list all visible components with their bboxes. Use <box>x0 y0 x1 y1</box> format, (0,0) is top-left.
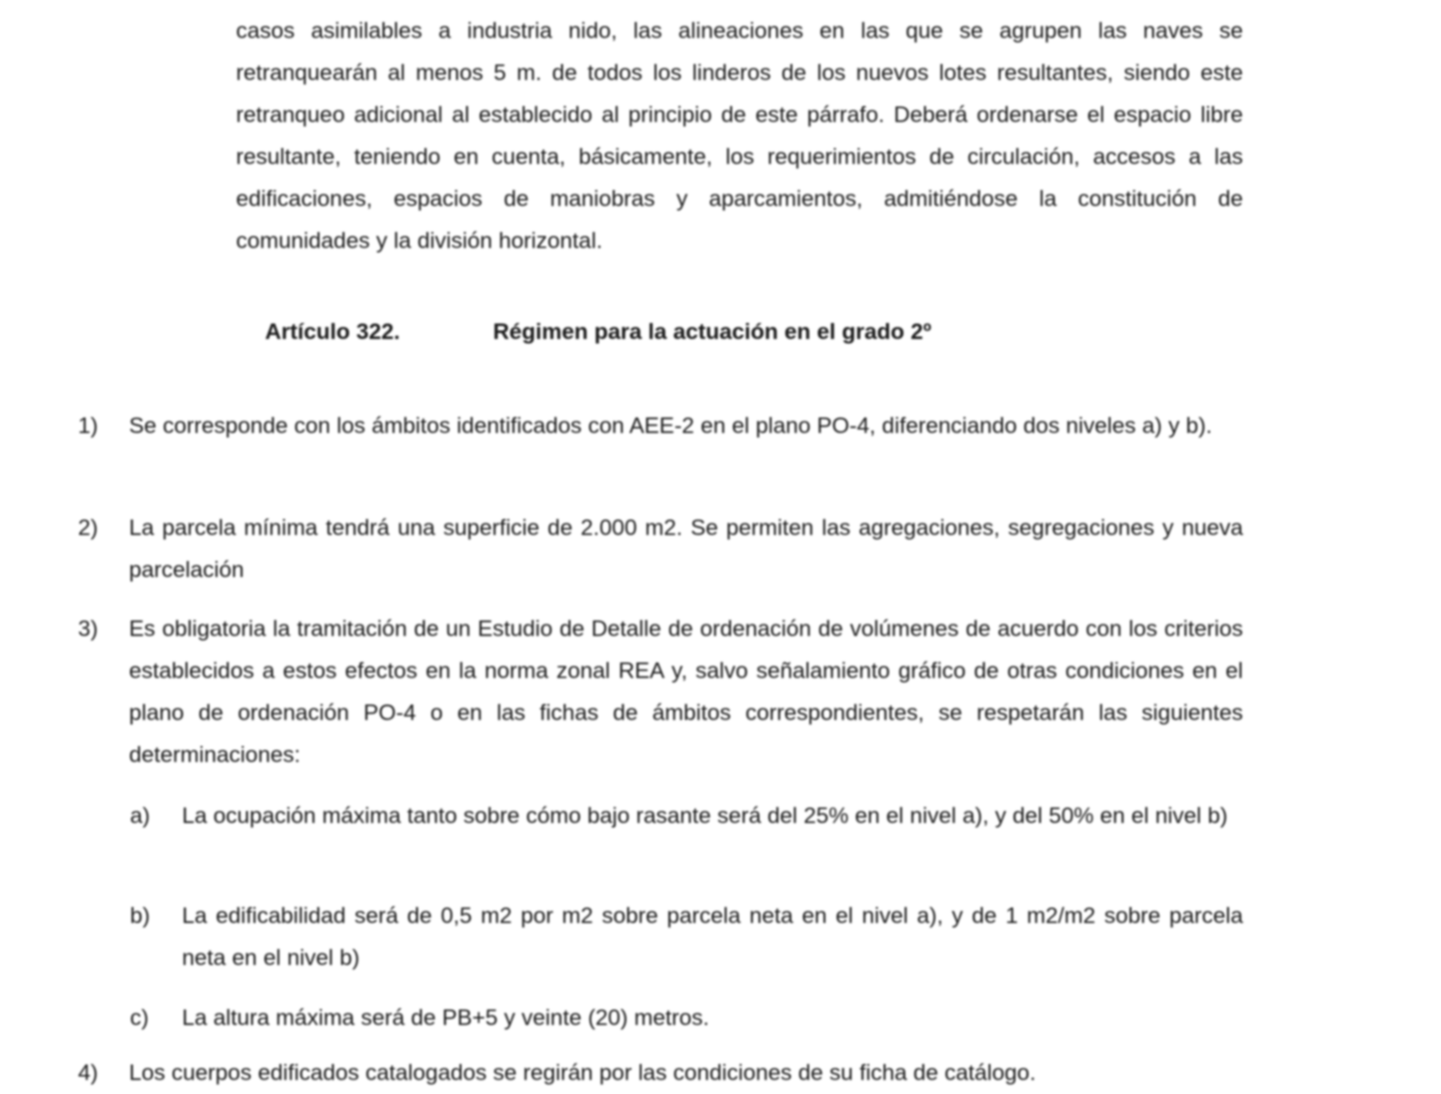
intro-paragraph-block <box>236 10 1243 262</box>
sub-item-text: La edificabilidad será de 0,5 m2 por m2 sobre parcela neta en el nivel a), y de 1 m2/m2 sobre parcela neta en el nivel b) <box>182 903 1243 970</box>
list-item-marker: 2) <box>78 515 99 540</box>
sub-item-marker: a) <box>130 803 151 828</box>
sub-item-marker: b) <box>130 903 151 928</box>
sub-item-marker: c) <box>130 1005 149 1030</box>
list-item-marker: 4) <box>78 1060 99 1085</box>
sub-item-text: La ocupación máxima tanto sobre cómo bajo rasante será del 25% en el nivel a), y del 50% en el nivel b) <box>182 803 1228 828</box>
list-item-text: Los cuerpos edificados catalogados se regirán por las condiciones de su ficha de catálogo. <box>129 1060 1036 1085</box>
list-item-marker: 3) <box>78 616 99 641</box>
article-number: Artículo 322. <box>265 319 401 344</box>
intro-paragraph: casos asimilables a industria nido, las alineaciones en las que se agrupen las naves se retranquearán al menos 5 m. de todos los linderos de los nuevos lotes resultantes, siendo este retranqueo adicional al establecido al principio de este párrafo. Deberá ordenarse el espacio libre resultante, teniendo en cuenta, básicamente, los requerimientos de circulación, accesos a las edificaciones, espacios de maniobras y aparcamientos, admitiéndose la constitución de comunidades y la división horizontal. <box>236 18 1243 253</box>
list-item-text: La parcela mínima tendrá una superficie de 2.000 m2. Se permiten las agregaciones, segregaciones y nueva parcelación <box>129 515 1243 582</box>
list-item-text: Es obligatoria la tramitación de un Estudio de Detalle de ordenación de volúmenes de acuerdo con los criterios establecidos a estos efectos en la norma zonal REA y, salvo señalamiento gráfico de otras condiciones en el plano de ordenación PO-4 o en las fichas de ámbitos correspondientes, se respetarán las siguientes determinaciones: <box>129 616 1243 767</box>
article-title: Régimen para la actuación en el grado 2º <box>493 319 932 344</box>
sub-item-text: La altura máxima será de PB+5 y veinte (20) metros. <box>182 1005 710 1030</box>
list-item-marker: 1) <box>78 413 99 438</box>
list-item-text: Se corresponde con los ámbitos identificados con AEE-2 en el plano PO-4, diferenciando dos niveles a) y b). <box>129 413 1213 438</box>
